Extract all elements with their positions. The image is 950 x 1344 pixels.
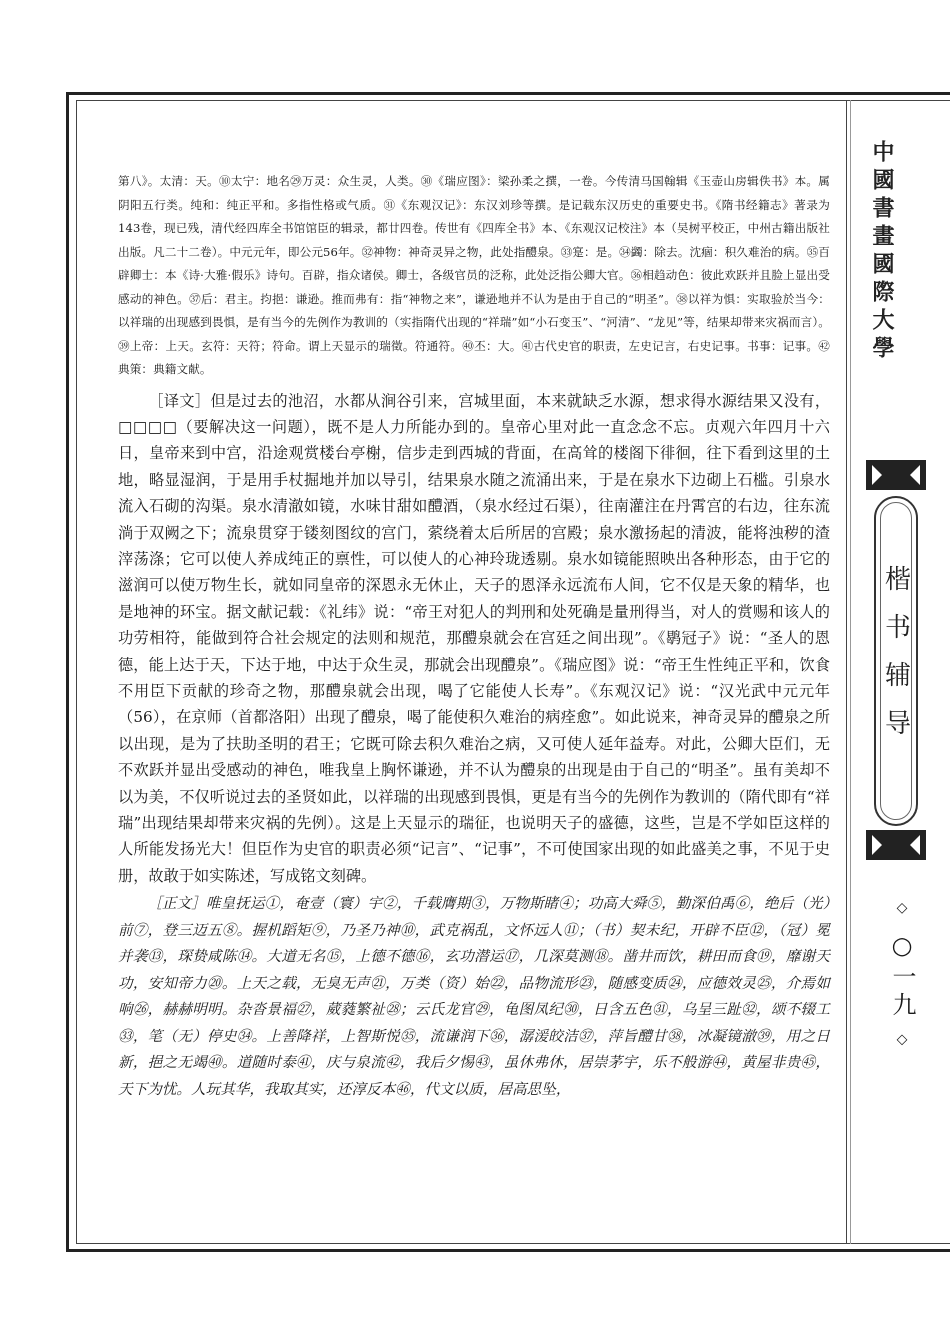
section-cartouche bbox=[874, 496, 918, 826]
side-column-divider-inner bbox=[850, 100, 851, 1244]
band-notch-right bbox=[910, 835, 920, 855]
series-title: 中國書畫國際大學 bbox=[869, 140, 895, 364]
translation-paragraph bbox=[118, 388, 830, 890]
banner-band-top bbox=[866, 460, 926, 490]
page-number: ○一九 bbox=[888, 931, 916, 1020]
main-content bbox=[118, 170, 830, 1103]
translation-body: 但是过去的池沼，水都从涧谷引来，宫城里面，本来就缺乏水源，想求得水源结果又没有，□□□□（要解决这一问题），既不是人力所能办到的。皇帝心里对此一直念念不忘。贞观六年四月十六日，皇帝来到中宫，沿途观赏楼台亭榭，信步走到西城的背面，在高耸的楼阁下徘徊，往下看到这里的土地，略显湿润，于是用手杖掘地并加以导引，结果泉水随之流涌出来，于是在泉水下边砌上石槛。引泉水流入石砌的沟渠。泉水清澈如镜，水味甘甜如醴酒，（泉水经过石渠），往南灌注在丹霄宫的右边，往东流淌于双阙之下；流泉贯穿于镂刻图纹的宫门，萦绕着太后所居的宫殿；泉水激扬起的清波，能将浊秽的渣滓荡涤；它可以使人养成纯正的禀性，可以使人的心神玲珑透剔。泉水如镜能照映出各种形态，由于它的滋润可以使万物生长，就如同皇帝的深恩永无休止，天子的恩泽永远流布人间，它不仅是天象的精华，也是地神的环宝。据文献记载：《礼纬》说：“帝王对犯人的判刑和处死确是量刑得当，对人的赏赐和该人的功劳相符，能做到符合社会规定的法则和规范，那醴泉就会在宫廷之间出现”。《鹖冠子》说：“圣人的恩德，能上达于天，下达于地，中达于众生灵，那就会出现醴泉”。《瑞应图》说：“帝王生性纯正平和，饮食不用臣下贡献的珍奇之物，那醴泉就会出现，喝了它能使人长寿”。《东观汉记》说：“汉光武中元元年（56），在京师（首都洛阳）出现了醴泉，喝了能使积久难治的病痊愈”。如此说来，神奇灵异的醴泉之所以出现，是为了扶助圣明的君王；它既可除去积久难治之病，又可使人延年益寿。对此，公卿大臣们，无不欢跃并显出受感动的神色，唯我皇上胸怀谦逊，并不认为醴泉的出现是由于自己的“明圣”。虽有美却不以为美，不仅听说过去的圣贤如此，以祥瑞的出现感到畏惧，更是有当今的先例作为教训的（隋代即有“祥瑞”出现结果却带来灾祸的先例）。这是上天显示的瑞征，也说明天子的盛德，这些，岂是不学如臣这样的人所能发扬光大！但臣作为史官的职责必须“记言”、“记事”，不可使国家出现的如此盛美之事，不见于史册，故敢于如实陈述，写成铭文刻碑。 bbox=[118, 391, 831, 885]
banner-band-bottom bbox=[866, 830, 926, 860]
page-number-deco-bottom: ◇ bbox=[894, 1031, 910, 1052]
section-label: 楷书辅导 bbox=[880, 565, 911, 757]
band-notch-left bbox=[872, 835, 882, 855]
band-notch-right bbox=[910, 465, 920, 485]
page-number-deco-top: ◇ bbox=[894, 900, 910, 920]
band-notch-left bbox=[872, 465, 882, 485]
original-text-paragraph bbox=[118, 891, 830, 1103]
original-body: 唯皇抚运①，奄壹（寰）宇②，千载膺期③，万物斯睹④；功高大舜⑤，勤深伯禹⑥，绝后（光）前⑦，登三迈五⑧。握机蹈矩⑨，乃圣乃神⑩，武克祸乱，文怀远人⑪；（书）契未纪，开辟不臣⑫，（冠）冕并袭⑬，琛贽咸陈⑭。大道无名⑮，上德不德⑯，玄功潜运⑰，几深莫测⑱。凿井而饮，耕田而食⑲，靡谢天功，安知帝力⑳。上天之载，无臭无声㉑，万类（资）始㉒，品物流形㉓，随感变质㉔，应德效灵㉕，介焉如响㉖，赫赫明明。杂沓景福㉗，葳蕤繁祉㉘；云氏龙官㉙，龟图凤纪㉚，日含五色㉛，乌呈三趾㉜，颂不辍工㉝，笔（无）停史㉞。上善降祥，上智斯悦㉟，流谦润下㊱，潺湲皎洁㊲，萍旨醴甘㊳，冰凝镜澈㊴，用之日新，挹之无竭㊵。道随时泰㊶，庆与泉流㊷，我后夕惕㊸，虽休弗休，居崇茅宇，乐不般游㊹，黄屋非贵㊺，天下为忧。人玩其华，我取其实，还淳反本㊻，代文以质，居高思坠， bbox=[118, 895, 830, 1098]
annotation-notes: 第八》。太清：天。⑩太宁：地名㉙万灵：众生灵，人类。㉚《瑞应图》：梁孙柔之撰，一卷。今传清马国翰辑《玉壶山房辑佚书》本。属阴阳五行类。纯和：纯正平和。多指性格或气质。㉛《东观汉记》：东汉刘珍等撰。是记载东汉历史的重要史书。《隋书经籍志》著录为143卷，现已残，清代经四库全书馆馆臣的辑录，都廿四卷。传世有《四库全书》本、《东观汉记校注》本（吴树平校正，中州古籍出版社出版。凡二十二卷）。中元元年，即公元56年。㉜神物：神奇灵异之物，此处指醴泉。㉝寔：是。㉞蠲：除去。沈痼：积久难治的病。㉟百辟卿士：本《诗·大雅·假乐》诗句。百辟，指众诸侯。卿士，各级官员的泛称，此处泛指公卿大官。㊱相趋动色：彼此欢跃并且脸上显出受感动的神色。㊲后：君主。抣挹：谦逊。推而弗有：指“神物之来”，谦逊地并不认为是由于自己的“明圣”。㊳以祥为惧：实取验於当今：以祥瑞的出现感到畏惧，是有当今的先例作为教训的（实指隋代出现的“祥瑞”如“小石变玉”、“河清”、“龙见”等，结果却带来灾祸而言）。㊴上帝：上天。玄符：天符；符命。谓上天显示的瑞徵。符通符。㊵丕：大。㊶古代史官的职责，左史记言，右史记事。书事：记事。㊷典策：典籍文献。 bbox=[118, 174, 830, 376]
page-number-block bbox=[870, 900, 920, 1051]
translation-label: ［译文］ bbox=[148, 391, 211, 410]
original-label: ［正文］ bbox=[147, 895, 206, 913]
side-column-divider bbox=[846, 100, 847, 1244]
